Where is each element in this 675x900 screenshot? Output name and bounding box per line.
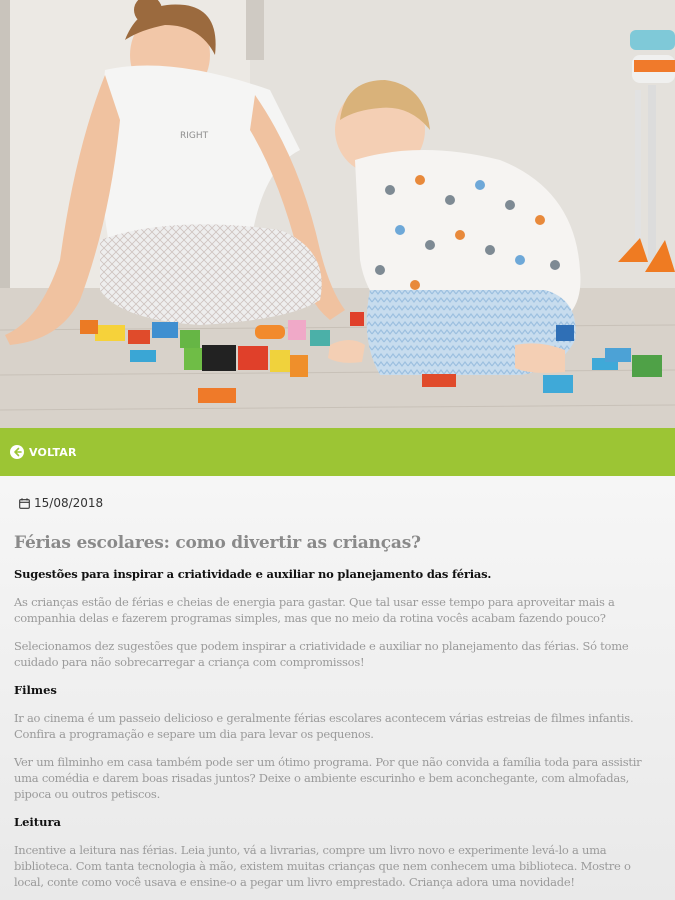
calendar-icon [19,498,30,509]
paragraph-cinema: Ir ao cinema é um passeio delicioso e geralmente férias escolares acontecem várias estreias de filmes infantis. Confira a programação e separe um dia para levar os pequenos. [14,711,634,741]
section-heading-leitura: Leitura [14,815,61,829]
article [0,476,675,900]
arrow-left-circle-icon [10,445,24,459]
shirt-text: RIGHT [180,131,209,141]
hero-image [0,0,675,428]
article-title: Férias escolares: como divertir as crianças? [14,533,421,553]
paragraph-suggestions: Selecionamos dez sugestões que podem inspirar a criatividade e auxiliar no planejamento das férias. Só tome cuidado para não sobrecarregar a criança com compromissos! [14,639,629,669]
article-subtitle: Sugestões para inspirar a criatividade e auxiliar no planejamento das férias. [14,567,492,581]
paragraph-intro: As crianças estão de férias e cheias de energia para gastar. Que tal usar esse tempo para aproveitar mais a companhia delas e fazerem programas simples, mas que no meio da rotina vocês acabam fazendo pouco? [14,595,615,625]
hero-illustration [0,0,675,428]
back-bar [0,428,675,476]
back-label: VOLTAR [29,445,77,459]
article-date [19,496,103,510]
date-text: 15/08/2018 [34,496,104,510]
paragraph-reading: Incentive a leitura nas férias. Leia junto, vá a livrarias, compre um livro novo e experimente levá-lo a uma biblioteca. Com tanta tecnologia à mão, existem muitas crianças que nem conhecem uma biblioteca. Mostre o local, conte como você usava e ensine-o a pegar um livro emprestado. Criança adora uma novidade! [14,843,631,889]
section-heading-filmes: Filmes [14,683,57,697]
paragraph-home-movie: Ver um filminho em casa também pode ser um ótimo programa. Por que não convida a família toda para assistir uma comédia e darem boas risadas juntos? Deixe o ambiente escurinho e bem aconchegante, com almofadas, pipoca ou outros petiscos. [14,755,642,801]
back-button[interactable] [10,444,77,460]
article-content [14,532,662,890]
